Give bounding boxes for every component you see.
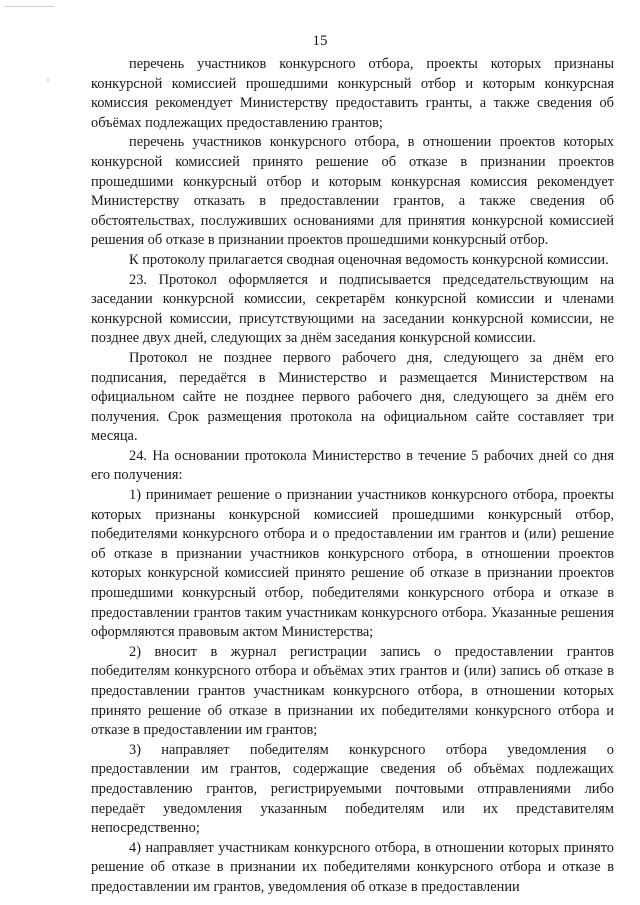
paragraph-clause-24: 24. На основании протокола Министерство в течение 5 рабочих дней со дня его получения: (91, 447, 614, 484)
paragraph-item-4: 4) направляет участникам конкурсного отбора, в отношении которых принято решение об отказе в признании их победителями конкурсного отбора и отказе в предоставлении им грантов, уведомления об отказе в предоставлении (91, 839, 614, 895)
paragraph-attachment: К протоколу прилагается сводная оценочная ведомость конкурсной комиссии. (129, 251, 609, 268)
paragraph-rejected-list: перечень участников конкурсного отбора, в отношении проектов которых конкурсной комиссией принято решение об отказе в признании проектов прошедшими конкурсный отбор и которым конкурсная комиссия рекомендует Министерству отказать в предоставлении грантов, а также сведения об обстоятельствах, послуживших основаниями для принятия конкурсной комиссией решения об отказе в признании проектов прошедшими конкурсный отбор. (91, 134, 614, 249)
paragraph-approved-list: перечень участников конкурсного отбора, проекты которых признаны конкурсной комиссией прошедшими конкурсный отбор и которым конкурсная комиссия рекомендует Министерству предоставить гранты, а также сведения об объёмах подлежащих предоставлению грантов; (91, 56, 614, 131)
paragraph-clause-23: 23. Протокол оформляется и подписывается председательствующим на заседании конкурсной комиссии, секретарём конкурсной комиссии и членами конкурсной комиссии, присутствующими на заседании конкурсной комиссии, не позднее двух дней, следующих за днём заседания конкурсной комиссии. (91, 271, 614, 347)
page-number: 15 (312, 33, 328, 49)
scan-artifact-top-left (4, 6, 54, 7)
paragraph-protocol-publication: Протокол не позднее первого рабочего дня, следующего за днём его подписания, передаётся в Министерство и размещается Министерством на официальном сайте не позднее первого рабочего дня, следующего за днём его получения. Срок размещения протокола на официальном сайте составляет три месяца. (91, 349, 614, 445)
paragraph-item-1: 1) принимает решение о признании участников конкурсного отбора, проекты которых признаны конкурсной комиссией прошедшими конкурсный отбор, победителями конкурсного отбора и о предоставлении им грантов и (или) решение об отказе в признании участников конкурсного отбора, в отношении проектов которых конкурсной комиссией принято решение об отказе в признании проектов прошедшими конкурсный отбор, победителями конкурсного отбора и отказе в предоставлении грантов таким участникам конкурсного отбора. Указанные решения оформляются правовым актом Министерства; (91, 487, 614, 641)
document-body (91, 55, 614, 898)
paragraph-item-2: 2) вносит в журнал регистрации запись о предоставлении грантов победителям конкурсного отбора и объёмах этих грантов и (или) запись об отказе в предоставлении грантов участникам конкурсного отбора, в отношении которых принято решение об отказе в признании их победителями конкурсного отбора и отказе в предоставлении им грантов; (91, 643, 614, 739)
paragraph-item-3: 3) направляет победителям конкурсного отбора уведомления о предоставлении им грантов, содержащие сведения об объёмах подлежащих предоставлению грантов, регистрируемыми почтовыми отправлениями либо передаёт уведомления указанным победителям или их представителям непосредственно; (91, 741, 614, 837)
scan-artifact-left-mark (47, 79, 49, 81)
